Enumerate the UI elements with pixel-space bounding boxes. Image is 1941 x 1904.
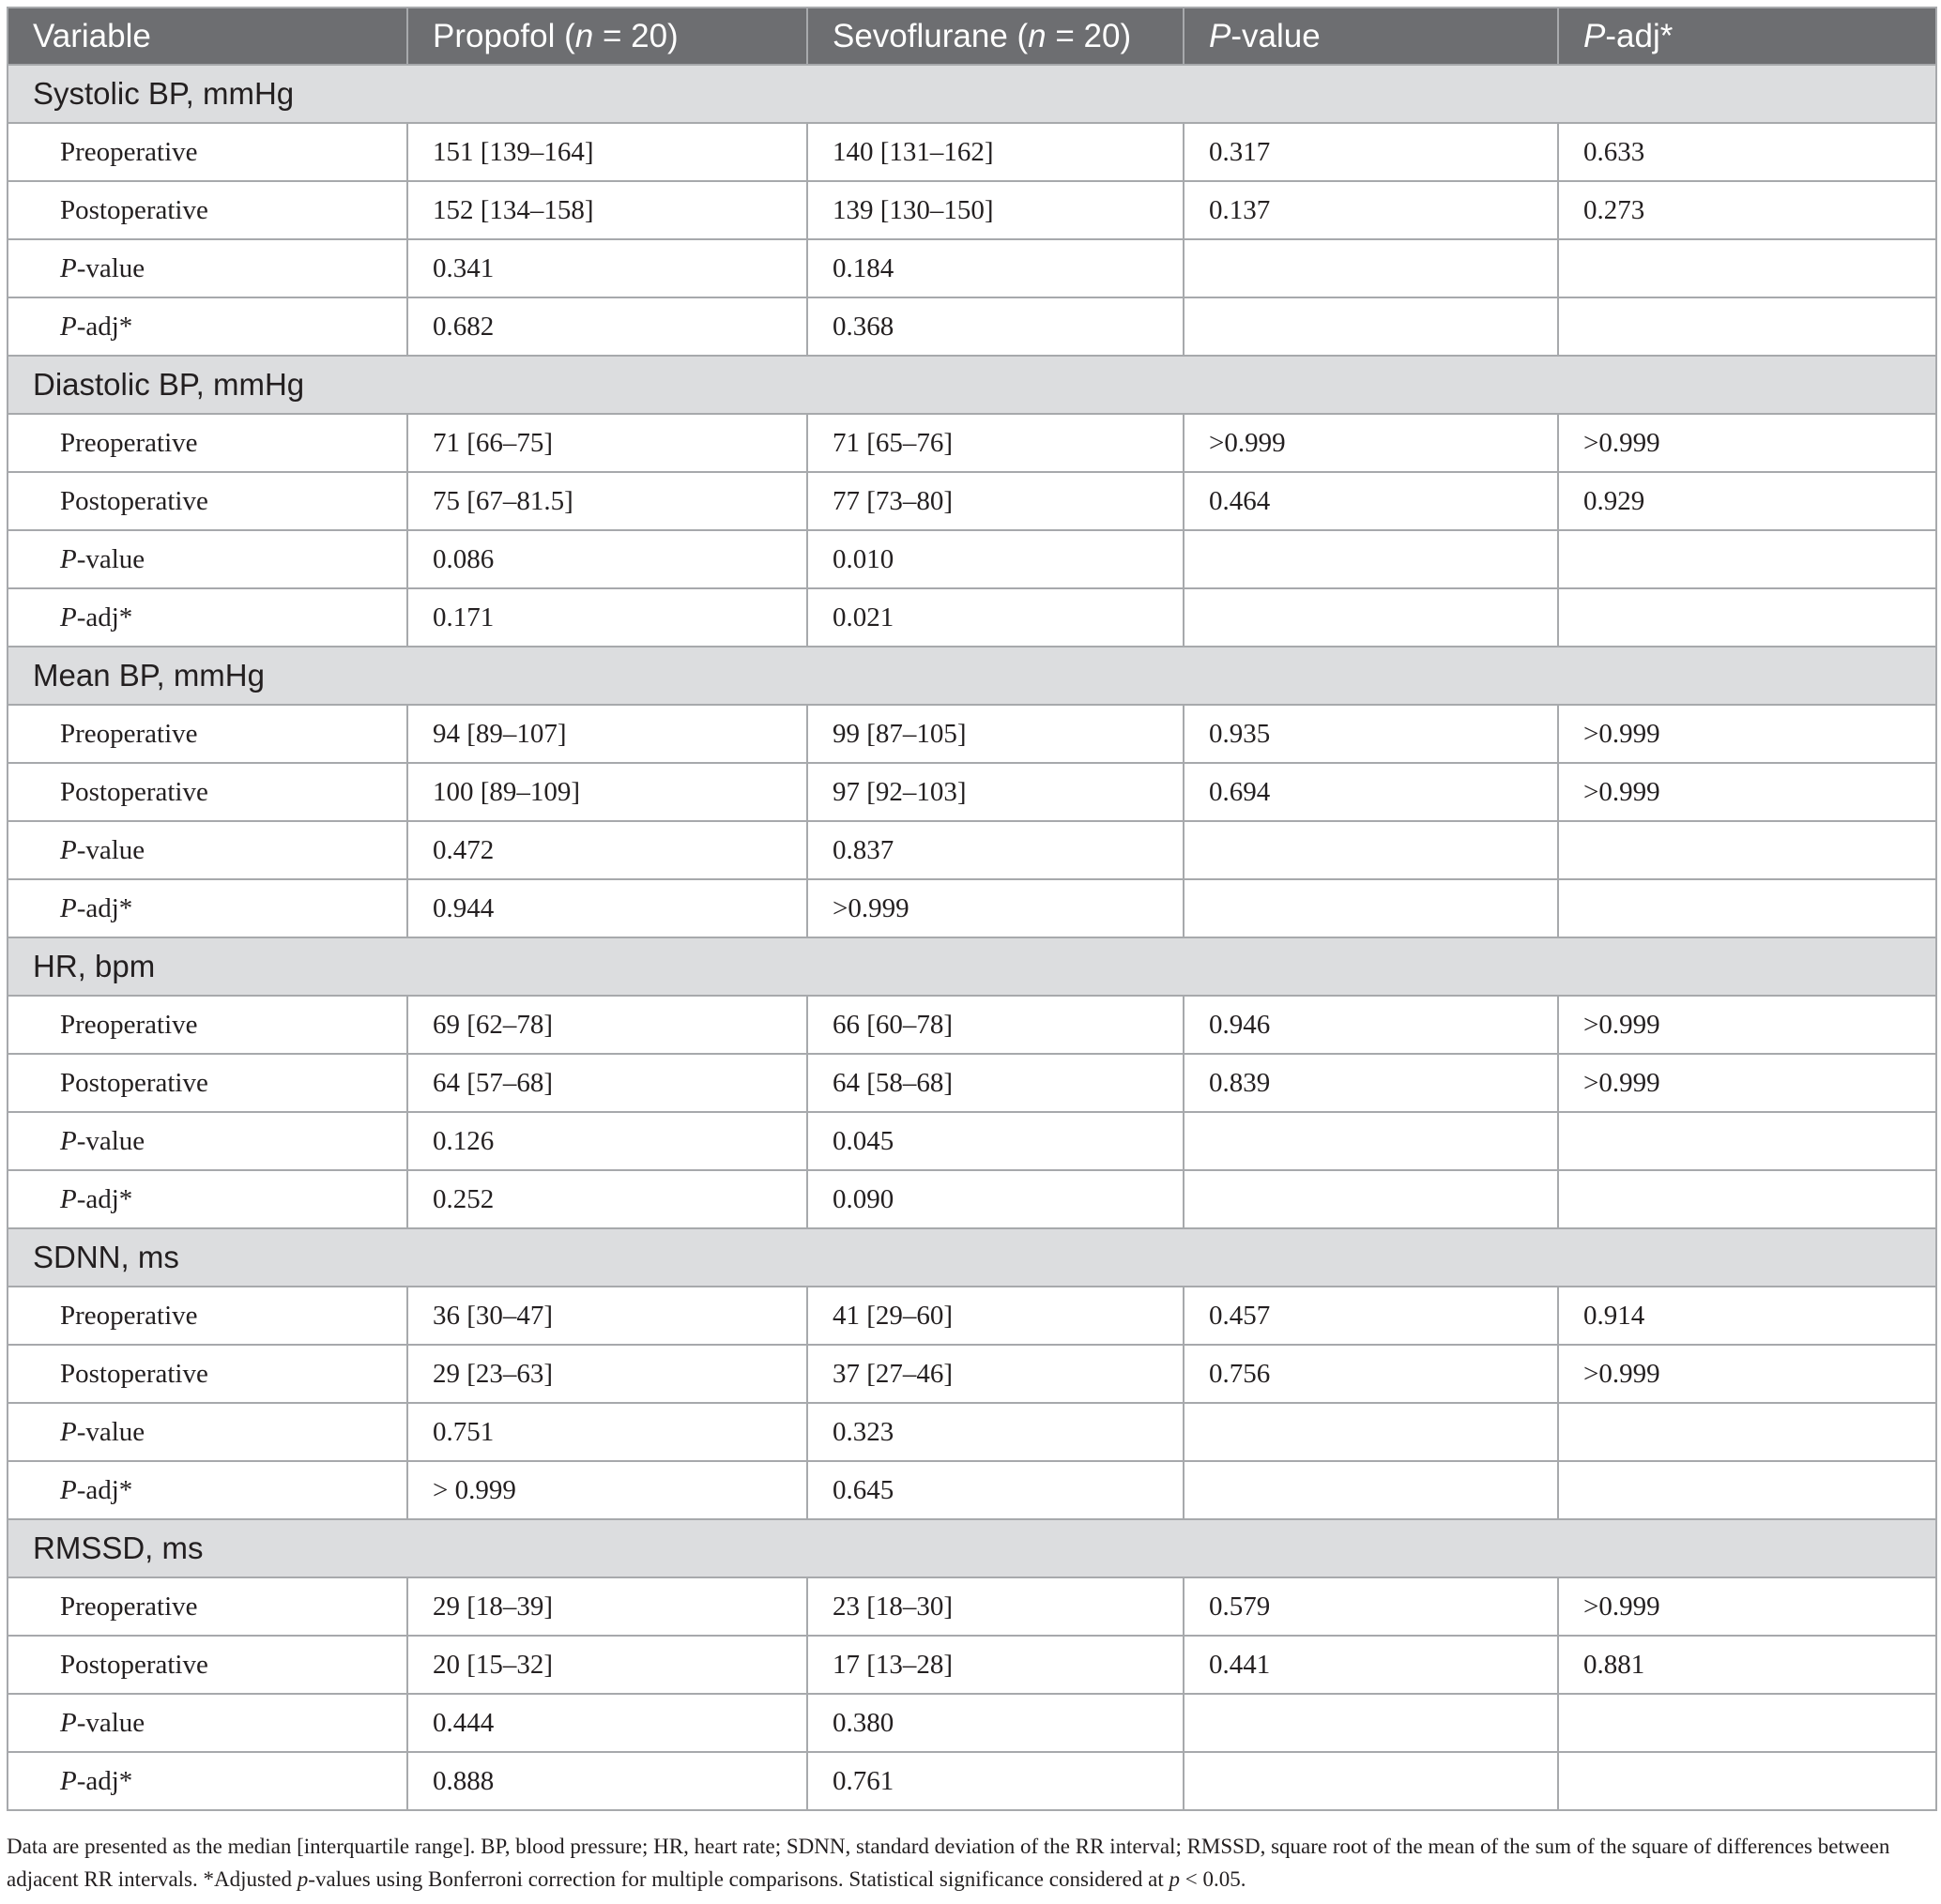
row-label: P-value [8, 530, 407, 588]
p-adj-cell: >0.999 [1558, 1345, 1936, 1403]
section-row [8, 1228, 1936, 1287]
empty-cell [1184, 879, 1558, 937]
row-label: Preoperative [8, 1287, 407, 1345]
results-table [7, 7, 1937, 1811]
propofol-cell: 0.252 [407, 1170, 807, 1228]
section-title: Diastolic BP, mmHg [8, 356, 1936, 414]
sevoflurane-cell: 139 [130–150] [807, 181, 1184, 239]
header-sevoflurane [807, 8, 1184, 65]
p-adj-cell: >0.999 [1558, 996, 1936, 1054]
table-row [8, 123, 1936, 181]
sevoflurane-cell: 17 [13–28] [807, 1636, 1184, 1694]
row-label: P-adj* [8, 1752, 407, 1810]
row-label: P-value [8, 1112, 407, 1170]
empty-cell [1558, 1403, 1936, 1461]
propofol-cell: 152 [134–158] [407, 181, 807, 239]
empty-cell [1558, 1752, 1936, 1810]
table-row [8, 996, 1936, 1054]
propofol-cell: 0.341 [407, 239, 807, 297]
footnote-italic-p: p [1169, 1867, 1180, 1891]
row-label: P-value [8, 1694, 407, 1752]
section-title: HR, bpm [8, 937, 1936, 996]
p-adj-cell: >0.999 [1558, 414, 1936, 472]
row-label: Preoperative [8, 414, 407, 472]
table-row [8, 297, 1936, 356]
empty-cell [1558, 239, 1936, 297]
header-propofol-count: = 20) [593, 17, 679, 54]
sevoflurane-cell: 0.184 [807, 239, 1184, 297]
propofol-cell: 71 [66–75] [407, 414, 807, 472]
empty-cell [1184, 1112, 1558, 1170]
propofol-cell: 100 [89–109] [407, 763, 807, 821]
empty-cell [1558, 530, 1936, 588]
footnote-text: Data are presented as the median [interquartile range]. BP, blood pressure; HR, heart rate; SDNN, standard deviation of the RR interval; RMSSD, square root of the mean of the sum of the square of differences between adjacent RR intervals. *Adjusted [7, 1835, 1890, 1891]
table-row [8, 1112, 1936, 1170]
sevoflurane-cell: 0.380 [807, 1694, 1184, 1752]
propofol-cell: 20 [15–32] [407, 1636, 807, 1694]
sevoflurane-cell: 0.045 [807, 1112, 1184, 1170]
propofol-cell: 0.682 [407, 297, 807, 356]
header-sevoflurane-n: n [1028, 17, 1047, 54]
table-row [8, 1170, 1936, 1228]
header-sevoflurane-text: Sevoflurane ( [833, 17, 1029, 54]
section-row [8, 356, 1936, 414]
table-row [8, 588, 1936, 647]
footnote-text: -values using Bonferroni correction for multiple comparisons. Statistical significance considered at [308, 1867, 1169, 1891]
sevoflurane-cell: 0.021 [807, 588, 1184, 647]
p-value-cell: 0.839 [1184, 1054, 1558, 1112]
row-label: Preoperative [8, 123, 407, 181]
row-label: Postoperative [8, 181, 407, 239]
empty-cell [1558, 821, 1936, 879]
propofol-cell: 75 [67–81.5] [407, 472, 807, 530]
p-adj-cell: >0.999 [1558, 763, 1936, 821]
empty-cell [1184, 821, 1558, 879]
section-title: RMSSD, ms [8, 1519, 1936, 1577]
p-adj-cell: 0.881 [1558, 1636, 1936, 1694]
sevoflurane-cell: 71 [65–76] [807, 414, 1184, 472]
propofol-cell: 29 [18–39] [407, 1577, 807, 1636]
table-row [8, 181, 1936, 239]
empty-cell [1558, 1170, 1936, 1228]
propofol-cell: 0.171 [407, 588, 807, 647]
row-label: P-adj* [8, 1461, 407, 1519]
p-value-cell: >0.999 [1184, 414, 1558, 472]
propofol-cell: 151 [139–164] [407, 123, 807, 181]
empty-cell [1184, 1752, 1558, 1810]
propofol-cell: 0.472 [407, 821, 807, 879]
header-propofol [407, 8, 807, 65]
row-label: P-value [8, 1403, 407, 1461]
empty-cell [1184, 1170, 1558, 1228]
empty-cell [1184, 239, 1558, 297]
sevoflurane-cell: 41 [29–60] [807, 1287, 1184, 1345]
section-row [8, 65, 1936, 123]
table-row [8, 1636, 1936, 1694]
p-adj-cell: >0.999 [1558, 1577, 1936, 1636]
p-value-cell: 0.317 [1184, 123, 1558, 181]
propofol-cell: 0.444 [407, 1694, 807, 1752]
empty-cell [1558, 1112, 1936, 1170]
propofol-cell: 0.086 [407, 530, 807, 588]
table-row [8, 763, 1936, 821]
row-label: Postoperative [8, 1636, 407, 1694]
sevoflurane-cell: 37 [27–46] [807, 1345, 1184, 1403]
table-row [8, 821, 1936, 879]
row-label: Postoperative [8, 472, 407, 530]
table-row [8, 1752, 1936, 1810]
row-label: Postoperative [8, 1345, 407, 1403]
header-variable: Variable [8, 8, 407, 65]
row-label: Preoperative [8, 1577, 407, 1636]
propofol-cell: 0.751 [407, 1403, 807, 1461]
p-adj-cell: >0.999 [1558, 705, 1936, 763]
table-row [8, 414, 1936, 472]
sevoflurane-cell: 0.323 [807, 1403, 1184, 1461]
sevoflurane-cell: 140 [131–162] [807, 123, 1184, 181]
empty-cell [1558, 879, 1936, 937]
row-label: Preoperative [8, 996, 407, 1054]
sevoflurane-cell: 66 [60–78] [807, 996, 1184, 1054]
sevoflurane-cell: 0.645 [807, 1461, 1184, 1519]
p-value-cell: 0.441 [1184, 1636, 1558, 1694]
empty-cell [1558, 297, 1936, 356]
header-propofol-text: Propofol ( [433, 17, 575, 54]
empty-cell [1558, 588, 1936, 647]
row-label: P-value [8, 239, 407, 297]
empty-cell [1184, 1461, 1558, 1519]
p-value-cell: 0.694 [1184, 763, 1558, 821]
sevoflurane-cell: 64 [58–68] [807, 1054, 1184, 1112]
p-adj-cell: >0.999 [1558, 1054, 1936, 1112]
footnote-text: < 0.05. [1179, 1867, 1246, 1891]
propofol-cell: 29 [23–63] [407, 1345, 807, 1403]
sevoflurane-cell: 0.090 [807, 1170, 1184, 1228]
propofol-cell: 69 [62–78] [407, 996, 807, 1054]
p-value-cell: 0.137 [1184, 181, 1558, 239]
p-value-cell: 0.946 [1184, 996, 1558, 1054]
p-value-cell: 0.756 [1184, 1345, 1558, 1403]
sevoflurane-cell: 0.010 [807, 530, 1184, 588]
p-value-cell: 0.935 [1184, 705, 1558, 763]
sevoflurane-cell: 0.761 [807, 1752, 1184, 1810]
section-row [8, 647, 1936, 705]
propofol-cell: 0.126 [407, 1112, 807, 1170]
propofol-cell: 0.888 [407, 1752, 807, 1810]
p-adj-cell: 0.273 [1558, 181, 1936, 239]
sevoflurane-cell: 23 [18–30] [807, 1577, 1184, 1636]
propofol-cell: > 0.999 [407, 1461, 807, 1519]
empty-cell [1184, 1694, 1558, 1752]
section-row [8, 937, 1936, 996]
row-label: P-adj* [8, 879, 407, 937]
table-row [8, 879, 1936, 937]
empty-cell [1558, 1694, 1936, 1752]
p-value-cell: 0.457 [1184, 1287, 1558, 1345]
section-row [8, 1519, 1936, 1577]
empty-cell [1184, 530, 1558, 588]
footnote-italic-p: p [297, 1867, 309, 1891]
table-row [8, 705, 1936, 763]
table-row [8, 472, 1936, 530]
empty-cell [1184, 588, 1558, 647]
header-propofol-n: n [574, 17, 594, 54]
propofol-cell: 36 [30–47] [407, 1287, 807, 1345]
sevoflurane-cell: 0.837 [807, 821, 1184, 879]
row-label: Preoperative [8, 705, 407, 763]
table-row [8, 1577, 1936, 1636]
sevoflurane-cell: 99 [87–105] [807, 705, 1184, 763]
p-value-cell: 0.464 [1184, 472, 1558, 530]
table-footnote [7, 1830, 1935, 1896]
section-title: Systolic BP, mmHg [8, 65, 1936, 123]
sevoflurane-cell: 0.368 [807, 297, 1184, 356]
table-row [8, 1345, 1936, 1403]
empty-cell [1558, 1461, 1936, 1519]
row-label: P-adj* [8, 1170, 407, 1228]
sevoflurane-cell: 77 [73–80] [807, 472, 1184, 530]
table-row [8, 1403, 1936, 1461]
propofol-cell: 64 [57–68] [407, 1054, 807, 1112]
p-value-cell: 0.579 [1184, 1577, 1558, 1636]
propofol-cell: 0.944 [407, 879, 807, 937]
header-row [8, 8, 1936, 65]
table-row [8, 1694, 1936, 1752]
propofol-cell: 94 [89–107] [407, 705, 807, 763]
empty-cell [1184, 1403, 1558, 1461]
section-title: Mean BP, mmHg [8, 647, 1936, 705]
header-sevoflurane-count: = 20) [1046, 17, 1132, 54]
row-label: Postoperative [8, 763, 407, 821]
row-label: P-adj* [8, 297, 407, 356]
table-row [8, 1461, 1936, 1519]
p-adj-cell: 0.914 [1558, 1287, 1936, 1345]
header-p-adj: P-adj* [1558, 8, 1936, 65]
row-label: Postoperative [8, 1054, 407, 1112]
table-row [8, 1287, 1936, 1345]
sevoflurane-cell: 97 [92–103] [807, 763, 1184, 821]
empty-cell [1184, 297, 1558, 356]
table-row [8, 1054, 1936, 1112]
p-adj-cell: 0.633 [1558, 123, 1936, 181]
header-p-value: P-value [1184, 8, 1558, 65]
table-row [8, 530, 1936, 588]
section-title: SDNN, ms [8, 1228, 1936, 1287]
table-row [8, 239, 1936, 297]
p-adj-cell: 0.929 [1558, 472, 1936, 530]
row-label: P-value [8, 821, 407, 879]
sevoflurane-cell: >0.999 [807, 879, 1184, 937]
row-label: P-adj* [8, 588, 407, 647]
